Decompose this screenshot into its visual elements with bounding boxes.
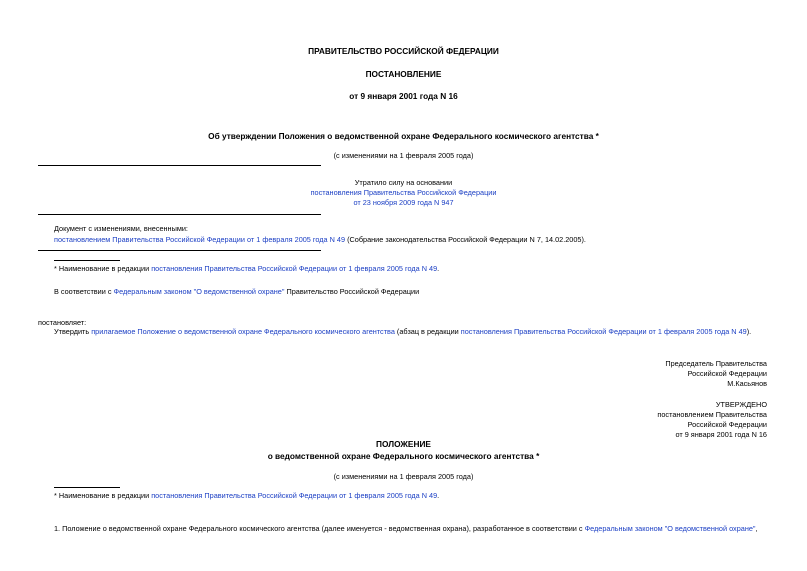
document-date-number: от 9 января 2001 года N 16: [349, 91, 458, 101]
repeal-notice: Утратило силу на основании: [354, 178, 453, 187]
approved-stamp: УТВЕРЖДЕНО: [715, 400, 767, 409]
amendments-line: [54, 235, 586, 244]
federal-law-link[interactable]: Федеральным законом "О ведомственной охране": [584, 524, 756, 533]
divider: [38, 165, 321, 166]
footnote-text: * Наименование в редакции: [54, 491, 152, 500]
repeal-link-line2[interactable]: от 23 ноября 2009 года N 947: [353, 198, 454, 207]
document-title: Об утверждении Положения о ведомственной охране Федерального космического агентства *: [208, 131, 599, 141]
regulation-link[interactable]: прилагаемое Положение о ведомственной охране Федерального космического агентства: [91, 327, 395, 336]
footnote-link[interactable]: постановления Правительства Российской Федерации от 1 февраля 2005 года N 49: [151, 264, 438, 273]
amendments-label: Документ с изменениями, внесенными:: [54, 224, 188, 233]
clause-text: 1. Положение о ведомственной охране Федерального космического агентства (далее именуется - ведомственная охрана), разработанное в соответствии с: [54, 524, 585, 533]
approve-suffix: ).: [746, 327, 752, 336]
footnote-suffix: .: [437, 264, 440, 273]
footnote-link[interactable]: постановления Правительства Российской Федерации от 1 февраля 2005 года N 49: [151, 491, 438, 500]
approved-by: постановлением Правительства: [657, 410, 767, 419]
approve-middle: (абзац в редакции: [394, 327, 461, 336]
divider: [38, 250, 321, 251]
approve-text: Утвердить: [54, 327, 92, 336]
footnote-divider: [54, 260, 120, 261]
document-type-heading: ПОСТАНОВЛЕНИЕ: [365, 69, 442, 79]
approved-date: от 9 января 2001 года N 16: [675, 430, 767, 439]
signature-title: Председатель Правительства: [665, 359, 767, 368]
approved-country: Российской Федерации: [687, 420, 767, 429]
preamble-suffix: Правительство Российской Федерации: [284, 287, 420, 296]
footnote-suffix: .: [437, 491, 440, 500]
regulation-changes-note: (с изменениями на 1 февраля 2005 года): [333, 472, 474, 481]
organization-heading: ПРАВИТЕЛЬСТВО РОССИЙСКОЙ ФЕДЕРАЦИИ: [308, 46, 499, 56]
preamble: [54, 287, 419, 296]
federal-law-link[interactable]: Федеральным законом "О ведомственной охране": [113, 287, 285, 296]
amendment-source: (Собрание законодательства Российской Федерации N 7, 14.02.2005).: [345, 235, 586, 244]
regulation-title: ПОЛОЖЕНИЕ: [376, 439, 431, 449]
clause-suffix: ,: [755, 524, 758, 533]
changes-note: (с изменениями на 1 февраля 2005 года): [333, 151, 474, 160]
footnote-divider: [54, 487, 120, 488]
preamble-text: В соответствии с: [54, 287, 114, 296]
divider: [38, 214, 321, 215]
approve-paragraph: [54, 327, 751, 336]
resolves-label: постановляет:: [38, 318, 87, 327]
repeal-link-line1[interactable]: постановления Правительства Российской Федерации: [310, 188, 497, 197]
footnote-1: [54, 264, 439, 273]
regulation-subtitle: о ведомственной охране Федерального космического агентства *: [267, 451, 540, 461]
amendment-link[interactable]: постановлением Правительства Российской Федерации от 1 февраля 2005 года N 49: [54, 235, 346, 244]
footnote-text: * Наименование в редакции: [54, 264, 152, 273]
signature-country: Российской Федерации: [687, 369, 767, 378]
resolution-link[interactable]: постановления Правительства Российской Федерации от 1 февраля 2005 года N 49: [460, 327, 747, 336]
clause-1: [54, 524, 758, 533]
footnote-2: [54, 491, 439, 500]
signature-name: М.Касьянов: [727, 379, 767, 388]
